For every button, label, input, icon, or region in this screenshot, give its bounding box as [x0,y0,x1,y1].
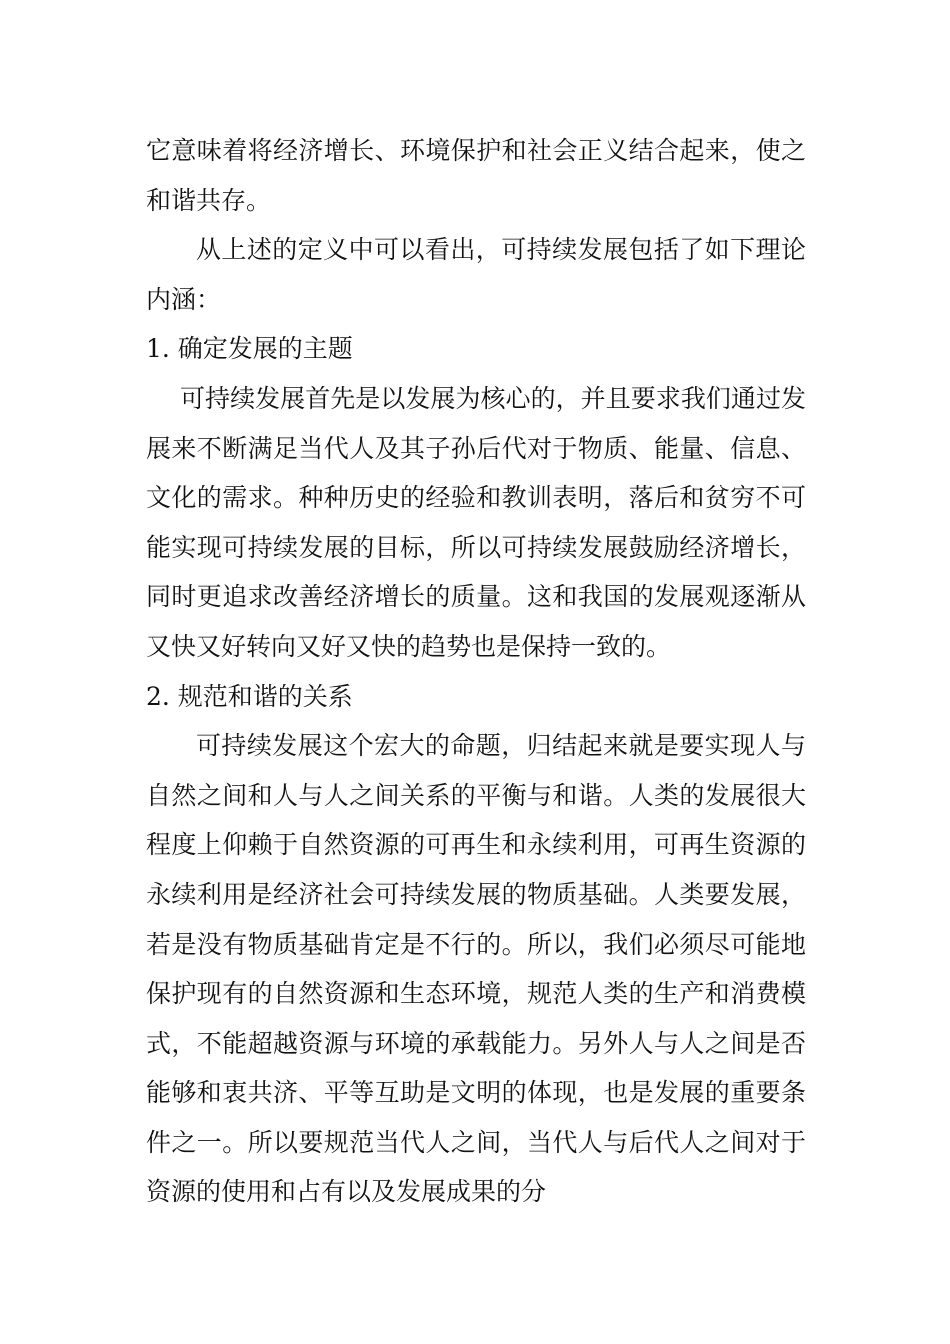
section-heading-1: 1. 确定发展的主题 [146,334,353,364]
section-heading-2: 2. 规范和谐的关系 [146,681,353,711]
document-body [146,126,806,1217]
paragraph-section-1: 可持续发展首先是以发展为核心的，并且要求我们通过发展来不断满足当代人及其子孙后代对于物质、能量、信息、文化的需求。种种历史的经验和教训表明，落后和贫穷不可能实现可持续发展的目标，所以可持续发展鼓励经济增长，同时更追求改善经济增长的质量。这和我国的发展观逐渐从又快又好转向又好又快的趋势也是保持一致的。 [146,383,806,661]
paragraph-section-2: 可持续发展这个宏大的命题，归结起来就是要实现人与自然之间和人与人之间关系的平衡与和谐。人类的发展很大程度上仰赖于自然资源的可再生和永续利用，可再生资源的永续利用是经济社会可持续发展的物质基础。人类要发展，若是没有物质基础肯定是不行的。所以，我们必须尽可能地保护现有的自然资源和生态环境，规范人类的生产和消费模式，不能超越资源与环境的承载能力。另外人与人之间是否能够和衷共济、平等互助是文明的体现，也是发展的重要条件之一。所以要规范当代人之间，当代人与后代人之间对于资源的使用和占有以及发展成果的分 [146,731,806,1207]
paragraph-intro: 从上述的定义中可以看出，可持续发展包括了如下理论内涵： [146,235,806,314]
paragraph-continuation: 它意味着将经济增长、环境保护和社会正义结合起来，使之和谐共存。 [146,136,806,215]
